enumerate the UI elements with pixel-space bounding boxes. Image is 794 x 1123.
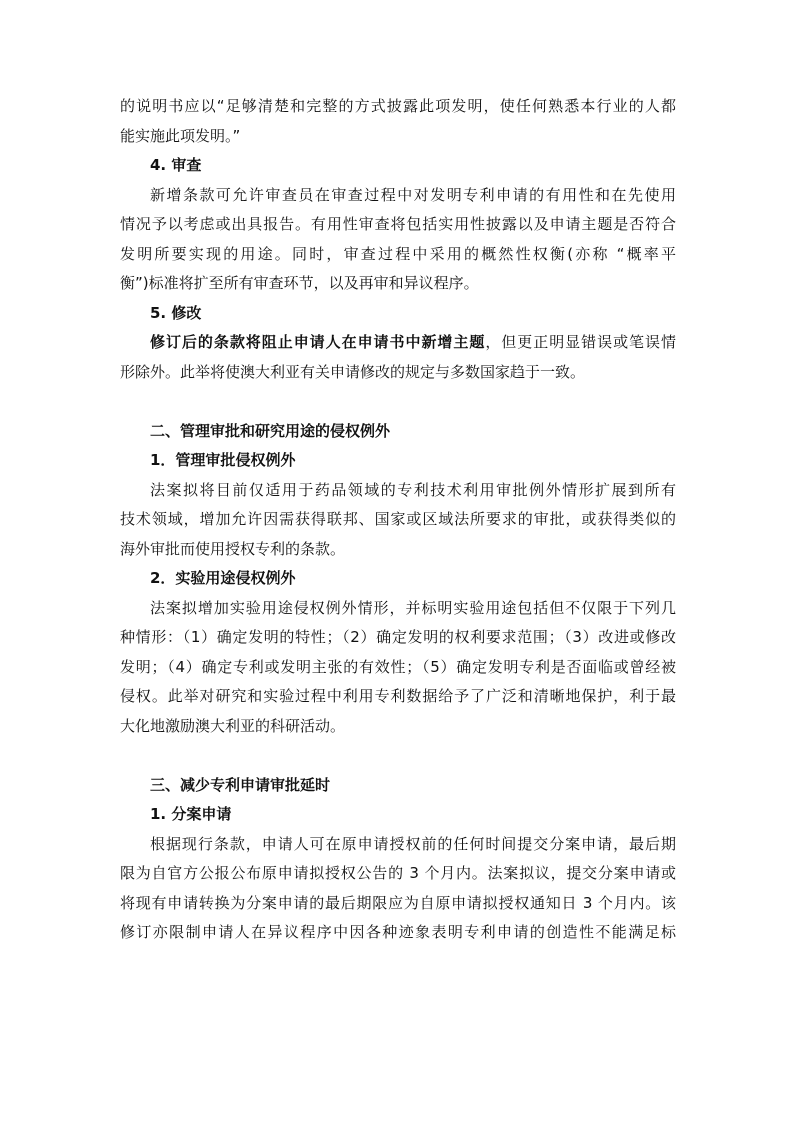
text-span: ，但更正明显错误或笔误情 <box>485 333 676 351</box>
text-line: 海外审批而使用授权专利的条款。 <box>120 539 346 558</box>
text-line: 根据现行条款，申请人可在原申请授权前的任何时间提交分案申请，最后期 <box>150 834 676 853</box>
text-line: 衡”)标准将扩至所有审查环节，以及再审和异议程序。 <box>120 274 479 292</box>
text-line: 的说明书应以“足够清楚和完整的方式披露此项发明，使任何熟悉本行业的人都 <box>120 97 676 115</box>
text-line: 种情形：（1）确定发明的特性；（2）确定发明的权利要求范围；（3）改进或修改 <box>120 628 676 646</box>
text-line: 技术领域，增加允许因需获得联邦、国家或区域法所要求的审批，或获得类似的 <box>120 510 676 528</box>
section-heading: 2．实验用途侵权例外 <box>150 569 296 587</box>
text-line <box>120 328 676 358</box>
section-heading: 5. 修改 <box>150 303 202 322</box>
text-line: 法案拟增加实验用途侵权例外情形，并标明实验用途包括但不仅限于下列几 <box>150 598 676 617</box>
text-line: 侵权。此举对研究和实验过程中利用专利数据给予了广泛和清晰地保护，利于最 <box>120 687 676 705</box>
blank-line <box>120 387 676 417</box>
chapter-heading: 二、管理审批和研究用途的侵权例外 <box>150 421 391 440</box>
text-line: 大化地激励澳大利亚的科研活动。 <box>120 716 346 735</box>
text-line: 修订亦限制申请人在异议程序中因各种迹象表明专利申请的创造性不能满足标 <box>120 923 676 941</box>
chapter-heading: 三、减少专利申请审批延时 <box>150 775 331 794</box>
text-line: 发明所要实现的用途。同时，审查过程中采用的概然性权衡(亦称 “概率平 <box>120 244 676 263</box>
section-heading: 4. 审查 <box>150 156 202 174</box>
text-line: 将现有申请转换为分案申请的最后期限应为自原申请拟授权通知日 3 个月内。该 <box>120 893 676 912</box>
text-line: 发明；（4）确定专利或发明主张的有效性；（5）确定发明专利是否面临或曾经被 <box>120 657 676 676</box>
text-line: 能实施此项发明。” <box>120 126 241 145</box>
text-line: 情况予以考虑或出具报告。有用性审查将包括实用性披露以及申请主题是否符合 <box>120 215 676 233</box>
text-line: 新增条款可允许审查员在审查过程中对发明专利申请的有用性和在先使用 <box>150 185 676 204</box>
blank-line <box>120 741 676 771</box>
text-line: 形除外。此举将使澳大利亚有关申请修改的规定与多数国家趋于一致。 <box>120 362 586 381</box>
bold-phrase: 修订后的条款将阻止申请人在申请书中新增主题 <box>150 333 486 351</box>
text-line: 限为自官方公报公布原申请拟授权公告的 3 个月内。法案拟议，提交分案申请或 <box>120 864 676 882</box>
section-heading: 1. 分案申请 <box>150 805 232 823</box>
text-line: 法案拟将目前仅适用于药品领域的专利技术利用审批例外情形扩展到所有 <box>150 480 676 499</box>
section-heading: 1．管理审批侵权例外 <box>150 451 296 469</box>
document-page <box>120 92 676 948</box>
